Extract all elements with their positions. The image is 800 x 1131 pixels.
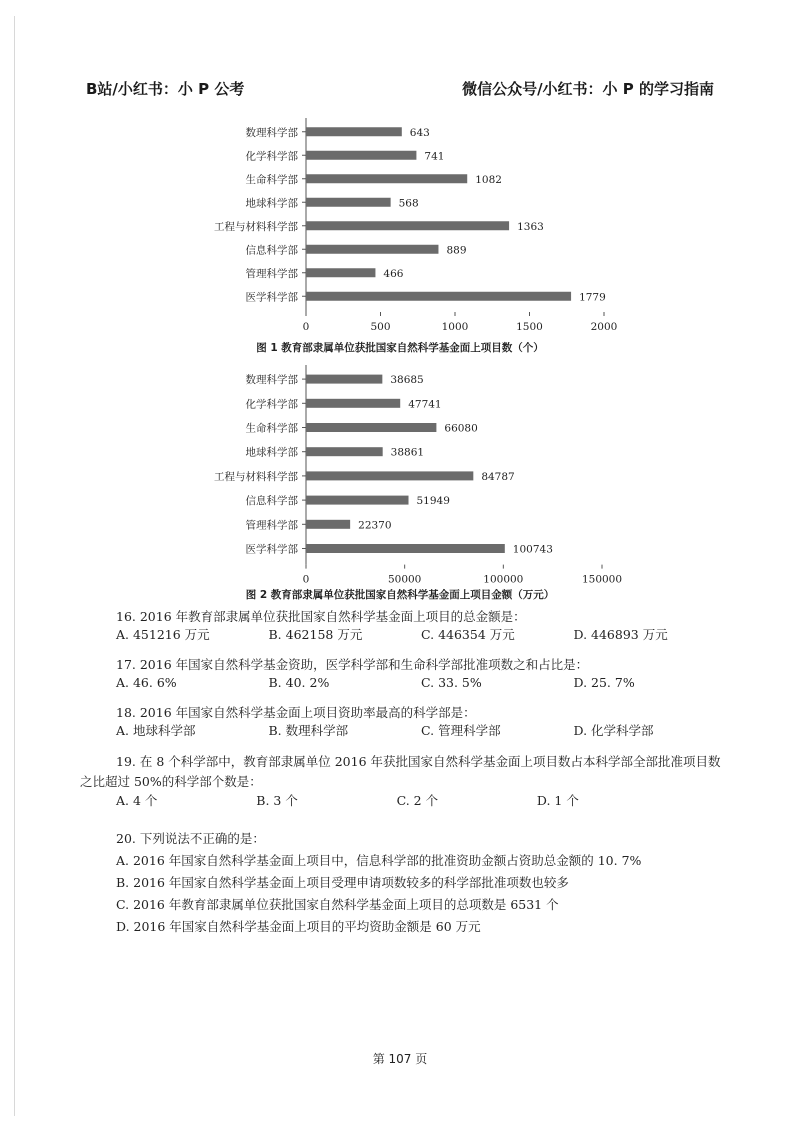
- value-label: 38685: [390, 374, 424, 387]
- bar: [306, 496, 409, 505]
- chart-1-caption: 图 1 教育部隶属单位获批国家自然科学基金面上项目数（个）: [256, 342, 544, 354]
- option-a[interactable]: A. 4 个: [116, 793, 158, 808]
- x-tick-label: 0: [302, 321, 310, 333]
- option-d[interactable]: D. 25. 7%: [573, 675, 635, 690]
- category-label: 地球科学部: [245, 446, 298, 459]
- category-label: 管理科学部: [245, 519, 298, 532]
- option-b[interactable]: B. 462158 万元: [268, 627, 363, 642]
- category-label: 工程与材料科学部: [214, 220, 298, 233]
- bar: [306, 375, 382, 384]
- question-20: [116, 828, 726, 938]
- question-17: [116, 656, 726, 692]
- question-stem: 20. 下列说法不正确的是：: [116, 831, 265, 846]
- bar: [306, 423, 436, 432]
- bar: [306, 151, 416, 160]
- option-c[interactable]: C. 2 个: [396, 793, 439, 808]
- question-19: [80, 752, 726, 810]
- bar: [306, 127, 402, 136]
- x-tick-label: 1000: [441, 321, 469, 333]
- option-c[interactable]: C. 33. 5%: [421, 675, 482, 690]
- x-tick-label: 150000: [581, 573, 623, 585]
- option-row: [116, 626, 726, 644]
- value-label: 568: [398, 197, 419, 210]
- category-label: 医学科学部: [245, 291, 298, 304]
- category-label: 数理科学部: [245, 126, 298, 139]
- bar: [306, 447, 383, 456]
- value-label: 1779: [579, 291, 606, 304]
- x-tick-label: 50000: [387, 573, 422, 585]
- value-label: 47741: [408, 398, 442, 411]
- option-d[interactable]: D. 1 个: [536, 793, 579, 808]
- category-label: 化学科学部: [245, 150, 298, 163]
- category-label: 医学科学部: [245, 543, 298, 556]
- option-d[interactable]: D. 446893 万元: [573, 627, 668, 642]
- value-label: 1082: [475, 173, 502, 186]
- statement-a[interactable]: A. 2016 年国家自然科学基金面上项目中，信息科学部的批准资助金额占资助总金额的 10. 7%: [116, 853, 642, 868]
- question-18: [116, 704, 726, 740]
- statement-b[interactable]: B. 2016 年国家自然科学基金面上项目受理申请项数较多的科学部批准项数也较多: [116, 875, 569, 890]
- chart-1-svg: [0, 118, 800, 333]
- header-right-source: 微信公众号/小红书：小 P 的学习指南: [462, 80, 714, 98]
- category-label: 生命科学部: [245, 173, 298, 186]
- option-row: [116, 674, 726, 692]
- bar: [306, 221, 509, 230]
- statement-d[interactable]: D. 2016 年国家自然科学基金面上项目的平均资助金额是 60 万元: [116, 919, 481, 934]
- x-tick-label: 0: [302, 573, 310, 585]
- chart-2-svg: [0, 365, 800, 585]
- bar: [306, 268, 375, 277]
- x-tick-label: 1500: [516, 321, 543, 333]
- category-label: 信息科学部: [245, 244, 298, 257]
- option-b[interactable]: B. 3 个: [256, 793, 298, 808]
- option-row: [80, 792, 726, 810]
- question-list: [80, 608, 726, 950]
- chart-1-container: [0, 118, 800, 333]
- option-row: [116, 722, 726, 740]
- value-label: 643: [409, 126, 430, 139]
- bar: [306, 471, 473, 480]
- value-label: 38861: [390, 446, 425, 459]
- question-16: [116, 608, 726, 644]
- x-tick-label: 2000: [590, 321, 618, 333]
- bar: [306, 292, 571, 301]
- category-label: 管理科学部: [245, 267, 298, 280]
- bar: [306, 520, 350, 529]
- value-label: 84787: [481, 470, 515, 483]
- chart-2-container: [0, 365, 800, 585]
- value-label: 51949: [416, 495, 450, 508]
- value-label: 889: [446, 244, 467, 257]
- header-left-source: B站/小红书：小 P 公考: [86, 80, 245, 98]
- value-label: 1363: [517, 220, 544, 233]
- x-tick-label: 100000: [483, 573, 524, 585]
- option-b[interactable]: B. 数理科学部: [268, 723, 349, 738]
- bar: [306, 245, 438, 254]
- value-label: 22370: [358, 519, 392, 532]
- option-a[interactable]: A. 地球科学部: [116, 723, 196, 738]
- value-label: 66080: [444, 422, 478, 435]
- page-number: 第 107 页: [372, 1052, 428, 1066]
- question-stem: 16. 2016 年教育部隶属单位获批国家自然科学基金面上项目的总金额是：: [116, 609, 526, 624]
- value-label: 741: [424, 150, 445, 163]
- x-tick-label: 500: [370, 321, 391, 333]
- question-stem: 19. 在 8 个科学部中，教育部隶属单位 2016 年获批国家自然科学基金面上项目数占本科学部全部批准项目数之比超过 50%的科学部个数是：: [80, 754, 721, 789]
- option-d[interactable]: D. 化学科学部: [573, 723, 654, 738]
- option-c[interactable]: C. 管理科学部: [421, 723, 501, 738]
- value-label: 100743: [512, 543, 553, 556]
- option-a[interactable]: A. 46. 6%: [116, 675, 177, 690]
- value-label: 466: [383, 267, 404, 280]
- bar: [306, 399, 400, 408]
- option-b[interactable]: B. 40. 2%: [268, 675, 330, 690]
- question-stem: 18. 2016 年国家自然科学基金面上项目资助率最高的科学部是：: [116, 705, 476, 720]
- statement-c[interactable]: C. 2016 年教育部隶属单位获批国家自然科学基金面上项目的总项数是 6531 个: [116, 897, 559, 912]
- option-c[interactable]: C. 446354 万元: [421, 627, 515, 642]
- category-label: 信息科学部: [245, 495, 298, 508]
- bar: [306, 174, 467, 183]
- question-stem: 17. 2016 年国家自然科学基金资助，医学科学部和生命科学部批准项数之和占比是：: [116, 657, 589, 672]
- bar: [306, 198, 391, 207]
- category-label: 生命科学部: [245, 422, 298, 435]
- category-label: 地球科学部: [245, 197, 298, 210]
- chart-2-caption: 图 2 教育部隶属单位获批国家自然科学基金面上项目金额（万元）: [245, 589, 555, 601]
- category-label: 化学科学部: [245, 398, 298, 411]
- category-label: 工程与材料科学部: [214, 470, 298, 483]
- bar: [306, 544, 505, 553]
- option-a[interactable]: A. 451216 万元: [116, 627, 210, 642]
- category-label: 数理科学部: [245, 374, 298, 387]
